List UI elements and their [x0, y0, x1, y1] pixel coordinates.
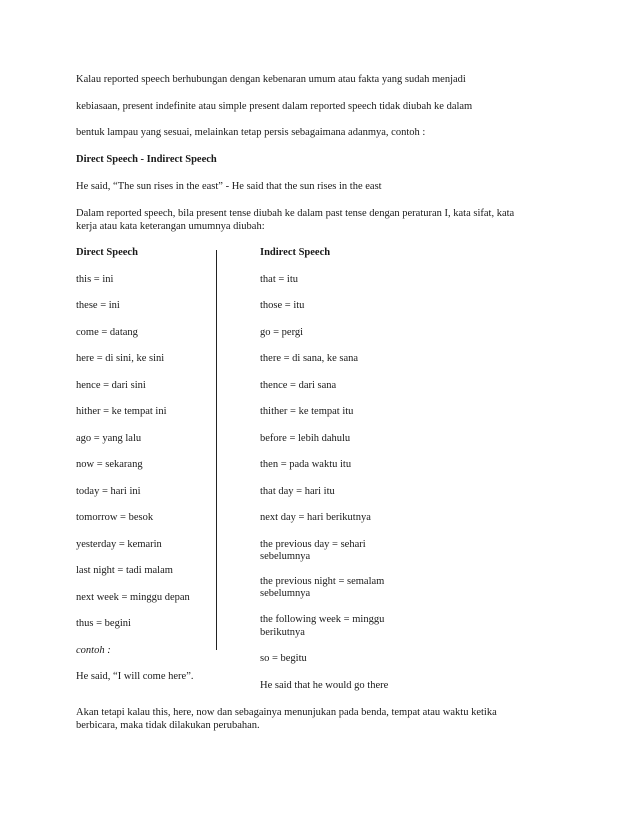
indirect-item: berikutnya [260, 627, 305, 638]
rule-line-1: Dalam reported speech, bila present tense diubah ke dalam past tense dengan peraturan I, kata sifat, kata [76, 208, 515, 219]
indirect-item: there = di sana, ke sana [260, 353, 359, 364]
direct-item: come = datang [76, 327, 138, 338]
example-sentence: He said, “The sun rises in the east” - He said that the sun rises in the east [76, 181, 382, 192]
indirect-item: thither = ke tempat itu [260, 406, 354, 417]
indirect-item: that = itu [260, 274, 299, 285]
direct-item: here = di sini, ke sini [76, 353, 165, 364]
intro-line-1: Kalau reported speech berhubungan dengan kebenaran umum atau fakta yang sudah menjadi [76, 74, 466, 85]
indirect-item: before = lebih dahulu [260, 433, 351, 444]
example-heading: Direct Speech - Indirect Speech [76, 154, 217, 165]
contoh-example: He said, “I will come here”. [76, 671, 194, 682]
direct-item: these = ini [76, 300, 120, 311]
direct-item: thus = begini [76, 618, 131, 629]
indirect-item: He said that he would go there [260, 680, 389, 691]
intro-line-3: bentuk lampau yang sesuai, melainkan tetap persis sebagaimana adanmya, contoh : [76, 127, 426, 138]
rule-line-2: kerja atau kata keterangan umumnya diubah: [76, 221, 265, 232]
direct-item: ago = yang lalu [76, 433, 142, 444]
direct-item: hence = dari sini [76, 380, 146, 391]
direct-item: now = sekarang [76, 459, 143, 470]
direct-item: today = hari ini [76, 486, 141, 497]
direct-item: hither = ke tempat ini [76, 406, 167, 417]
indirect-item: those = itu [260, 300, 305, 311]
direct-item: this = ini [76, 274, 114, 285]
indirect-item: sebelumnya [260, 551, 311, 562]
closing-line-2: berbicara, maka tidak dilakukan perubahan. [76, 720, 260, 731]
indirect-item: then = pada waktu itu [260, 459, 352, 470]
contoh-label: contoh : [76, 645, 111, 656]
intro-line-2: kebiasaan, present indefinite atau simple present dalam reported speech tidak diubah ke dalam [76, 101, 473, 112]
indirect-item: so = begitu [260, 653, 307, 664]
column-divider [216, 250, 217, 650]
direct-item: yesterday = kemarin [76, 539, 162, 550]
indirect-item: sebelumnya [260, 588, 311, 599]
indirect-item: the previous day = sehari [260, 539, 366, 550]
direct-item: tomorrow = besok [76, 512, 154, 523]
indirect-item: next day = hari berikutnya [260, 512, 371, 523]
closing-line-1: Akan tetapi kalau this, here, now dan sebagainya menunjukan pada benda, tempat atau waktu ketika [76, 707, 497, 718]
direct-item: last night = tadi malam [76, 565, 173, 576]
indirect-speech-header: Indirect Speech [260, 247, 331, 258]
indirect-item: go = pergi [260, 327, 304, 338]
indirect-item: the following week = minggu [260, 614, 385, 625]
direct-item: next week = minggu depan [76, 592, 190, 603]
indirect-item: thence = dari sana [260, 380, 337, 391]
indirect-item: the previous night = semalam [260, 576, 385, 587]
direct-speech-header: Direct Speech [76, 247, 138, 258]
indirect-item: that day = hari itu [260, 486, 335, 497]
